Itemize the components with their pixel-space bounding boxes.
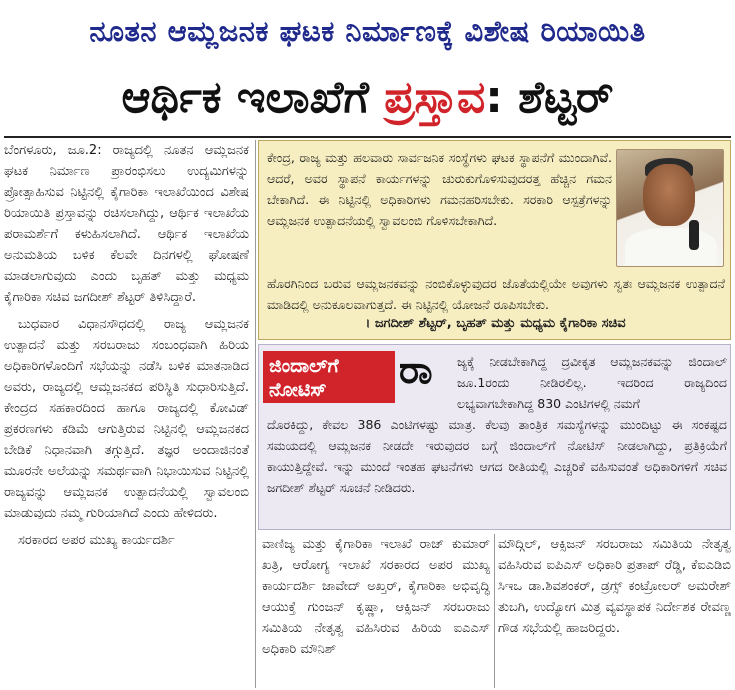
bottom-column-1: ವಾಣಿಜ್ಯ ಮತ್ತು ಕೈಗಾರಿಕಾ ಇಲಾಖೆ ರಾಜ್ ಕುಮಾರ್ ಖತ್ರಿ, ಆರೋಗ್ಯ ಇಲಾಖೆ ಸರಕಾರದ ಅಪರ ಮುಖ್ಯ ಕಾರ್ಯದರ್ಶಿ ಜಾವೇದ್ ಅಖ್ತರ್, ಕೈಗಾರಿಕಾ ಅಭಿವೃದ್ಧಿ ಆಯುಕ್ತೆ ಗುಂಜನ್ ಕೃಷ್ಣಾ, ಆಕ್ಸಿಜನ್ ಸರಬರಾಜು ಸಮಿತಿಯ ನೇತೃತ್ವ ವಹಿಸಿರುವ ಹಿರಿಯ ಐಎಎಸ್ ಅಧಿಕಾರಿ ಮೌನಿಶ್ [262,537,490,657]
quote-box [258,140,731,340]
quote-text-continued: ಹೊರಗಿನಿಂದ ಬರುವ ಆಮ್ಲಜನಕವನ್ನು ನಂಬಿಕೊಳ್ಳುವುದರ ಜೊತೆಯಲ್ಲಿಯೇ ಅವುಗಳು ಸ್ವತಃ ಆಮ್ಲಜನಕ ಉತ್ಪಾದನೆ ಮಾಡಿದಲ್ಲಿ ಅನುಕೂಲವಾಗುತ್ತದೆ. ಈ ನಿಟ್ಟಿನಲ್ಲಿ ಯೋಜನೆ ರೂಪಿಸಬೇಕು. [267,276,725,312]
jindal-tag-line-1: ಜಿಂದಾಲ್‌ಗೆ [269,355,339,377]
jindal-tag [263,351,395,403]
main-headline [0,62,735,134]
column-divider [255,140,256,688]
headline-part-3: : ಶೆಟ್ಟರ್ [485,72,614,123]
drop-cap: ರಾ [399,348,433,392]
left-column [4,140,253,688]
jindal-tag-line-2: ನೋಟಿಸ್ [269,379,327,401]
paragraph: ಬುಧವಾರ ವಿಧಾನಸೌಧದಲ್ಲಿ ರಾಜ್ಯ ಆಮ್ಲಜನಕ ಉತ್ಪಾದನೆ ಮತ್ತು ಸರಬರಾಜು ಸಂಬಂಧವಾಗಿ ಹಿರಿಯ ಅಧಿಕಾರಿಗಳೊಂದಿಗೆ ಸಭೆಯನ್ನು ನಡೆಸಿ ಬಳಿಕ ಮಾತನಾಡಿದ ಅವರು, ರಾಜ್ಯದಲ್ಲಿ ಆಮ್ಲಜನಕದ ಪರಿಸ್ಥಿತಿ ಸುಧಾರಿಸುತ್ತಿದೆ. ಕೇಂದ್ರದ ಸಹಕಾರದಿಂದ ಹಾಗೂ ರಾಜ್ಯದಲ್ಲಿ ಕೋವಿಡ್ ಪ್ರಕರಣಗಳು ಕಡಿಮೆ ಆಗುತ್ತಿರುವ ನಿಟ್ಟಿನಲ್ಲಿ ಆಮ್ಲಜನಕದ ಬೇಡಿಕೆ ನಿಧಾನವಾಗಿ ತಗ್ಗುತ್ತಿದೆ. ತಜ್ಞರ ಅಂದಾಜಿನಂತೆ ಮೂರನೇ ಅಲೆಯನ್ನು ಸಮರ್ಥವಾಗಿ ನಿಭಾಯಿಸುವ ನಿಟ್ಟಿನಲ್ಲಿ ರಾಜ್ಯವನ್ನು ಆಮ್ಲಜನಕ ಉತ್ಪಾದನೆಯಲ್ಲಿ ಸ್ವಾವಲಂಬಿ ಮಾಡುವುದು ನಮ್ಮ ಗುರಿಯಾಗಿದೆ ಎಂದು ಹೇಳಿದರು. [4,317,249,521]
jindal-text-first: ಜ್ಯಕ್ಕೆ ನೀಡಬೇಕಾಗಿದ್ದ ದ್ರವೀಕೃತ ಆಮ್ಲಜನಕವನ್ನು ಜಿಂದಾಲ್ ಜೂ.1ರಂದು ನೀಡಿರಲಿಲ್ಲ. ಇದರಿಂದ ರಾಜ್ಯದಿಂದ ಲಭ್ಯವಾಗಬೇಕಾಗಿದ್ದ 830 ಎಂಟಿಗಳಲ್ಲಿ ನಮಗೆ [457,354,727,411]
minister-photo [616,149,724,267]
photo-shirt [625,228,717,267]
jindal-notice-box [258,344,731,530]
headline-highlight: ಪ್ರಸ್ತಾವ [384,72,486,123]
paragraph: ಸರಕಾರದ ಅಪರ ಮುಖ್ಯ ಕಾರ್ಯದರ್ಶಿ [18,533,175,548]
quote-text: ಕೇಂದ್ರ, ರಾಜ್ಯ ಮತ್ತು ಹಲವಾರು ಸಾರ್ವಜನಿಕ ಸಂಸ್ಥೆಗಳು ಘಟಕ ಸ್ಥಾಪನೆಗೆ ಮುಂದಾಗಿವೆ. ಆದರೆ, ಅವರ ಸ್ಥಾಪನೆ ಕಾರ್ಯಗಳನ್ನು ಚುರುಕುಗೊಳಿಸುವುದರತ್ತ ಹೆಚ್ಚಿನ ಗಮನ ಬೇಕಾಗಿದೆ. ಈ ನಿಟ್ಟಿನಲ್ಲಿ ಅಧಿಕಾರಿಗಳು ಗಮನಹರಿಸಬೇಕು. ಸರಕಾರಿ ಆಸ್ಪತ್ರೆಗಳನ್ನು ಆಮ್ಲಜನಕ ಉತ್ಪಾದನೆಯಲ್ಲಿ ಸ್ವಾವಲಂಬಿ ಗೊಳಿಸಬೇಕಾಗಿದೆ. [267,150,612,228]
photo-face [643,164,695,226]
kicker-headline: ನೂತನ ಆಮ್ಲಜನಕ ಘಟಕ ನಿರ್ಮಾಣಕ್ಕೆ ವಿಶೇಷ ರಿಯಾಯಿತಿ [89,14,646,48]
headline-rule [4,136,731,138]
bottom-column-2: ಮೌದ್ಗಿಲ್, ಆಕ್ಸಿಜನ್ ಸರಬರಾಜು ಸಮಿತಿಯ ನೇತೃತ್ವ ವಹಿಸಿರುವ ಐಪಿಎಸ್ ಅಧಿಕಾರಿ ಪ್ರತಾಪ್ ರೆಡ್ಡಿ, ಕೆಐಎಡಿಬಿ ಸಿಇಒ ಡಾ.ಶಿವಶಂಕರ್, ಡ್ರಗ್ಸ್ ಕಂಟ್ರೋಲರ್ ಅಮರೇಶ್ ತುಬಗಿ, ಉದ್ಯೋಗ ಮಿತ್ರ ವ್ಯವಸ್ಥಾಪಕ ನಿರ್ದೇಶಕ ರೇವಣ್ಣ ಗೌಡ ಸಭೆಯಲ್ಲಿ ಹಾಜರಿದ್ದರು. [498,537,731,636]
column-divider [494,534,495,688]
paragraph: ಬೆಂಗಳೂರು, ಜೂ.2: ರಾಜ್ಯದಲ್ಲಿ ನೂತನ ಆಮ್ಲಜನಕ ಘಟಕ ನಿರ್ಮಾಣ ಪ್ರಾರಂಭಿಸಲು ಉದ್ಯಮಿಗಳನ್ನು ಪ್ರೋತ್ಸಾಹಿಸುವ ನಿಟ್ಟಿನಲ್ಲಿ ಕೈಗಾರಿಕಾ ಇಲಾಖೆಯಿಂದ ವಿಶೇಷ ರಿಯಾಯಿತಿ ಪ್ರಸ್ತಾವನ್ನು ರಚಿಸಲಾಗಿದ್ದು, ಆರ್ಥಿಕ ಇಲಾಖೆಯ ಪರಾಮರ್ಶೆಗೆ ಕಳುಹಿಸಲಾಗಿದೆ. ಆರ್ಥಿಕ ಇಲಾಖೆಯ ಅನುಮತಿಯ ಬಳಿಕ ಕೆಲವೇ ದಿನಗಳಲ್ಲಿ ಘೋಷಣೆ ಮಾಡಲಾಗುವುದು ಎಂದು ಬೃಹತ್ ಮತ್ತು ಮಧ್ಯಮ ಕೈಗಾರಿಕಾ ಸಚಿವ ಜಗದೀಶ್ ಶೆಟ್ಟರ್ ತಿಳಿಸಿದ್ದಾರೆ. [4,143,249,305]
microphone-icon [689,220,699,250]
jindal-text-rest: ದೊರಕಿದ್ದು, ಕೇವಲ 386 ಎಂಟಿಗಳಷ್ಟು ಮಾತ್ರ. ಕೆಲವು ತಾಂತ್ರಿಕ ಸಮಸ್ಯೆಗಳನ್ನು ಮುಂದಿಟ್ಟು ಈ ಸಂಕಷ್ಟದ ಸಮಯದಲ್ಲಿ ಆಮ್ಲಜನಕ ನೀಡದೇ ಇರುವುದರ ಬಗ್ಗೆ ಜಿಂದಾಲ್‌ಗೆ ನೋಟಿಸ್ ನೀಡಲಾಗಿದ್ದು, ಪ್ರತಿಕ್ರಿಯೆಗೆ ಕಾಯುತ್ತಿದ್ದೇವೆ. ಇನ್ನು ಮುಂದೆ ಇಂತಹ ಘಟನೆಗಳು ಆಗದ ರೀತಿಯಲ್ಲಿ ಎಚ್ಚರಿಕೆ ವಹಿಸುವಂತೆ ಅಧಿಕಾರಿಗಳಿಗೆ ಸಚಿವ ಜಗದೀಶ್ ಶೆಟ್ಟರ್ ಸೂಚನೆ ನೀಡಿದರು. [267,417,727,495]
quote-credit: । ಜಗದೀಶ್ ಶೆಟ್ಟರ್, ಬೃಹತ್ ಮತ್ತು ಮಧ್ಯಮ ಕೈಗಾರಿಕಾ ಸಚಿವ [365,316,626,331]
headline-part-1: ಆರ್ಥಿಕ ಇಲಾಖೆಗೆ [121,72,385,123]
